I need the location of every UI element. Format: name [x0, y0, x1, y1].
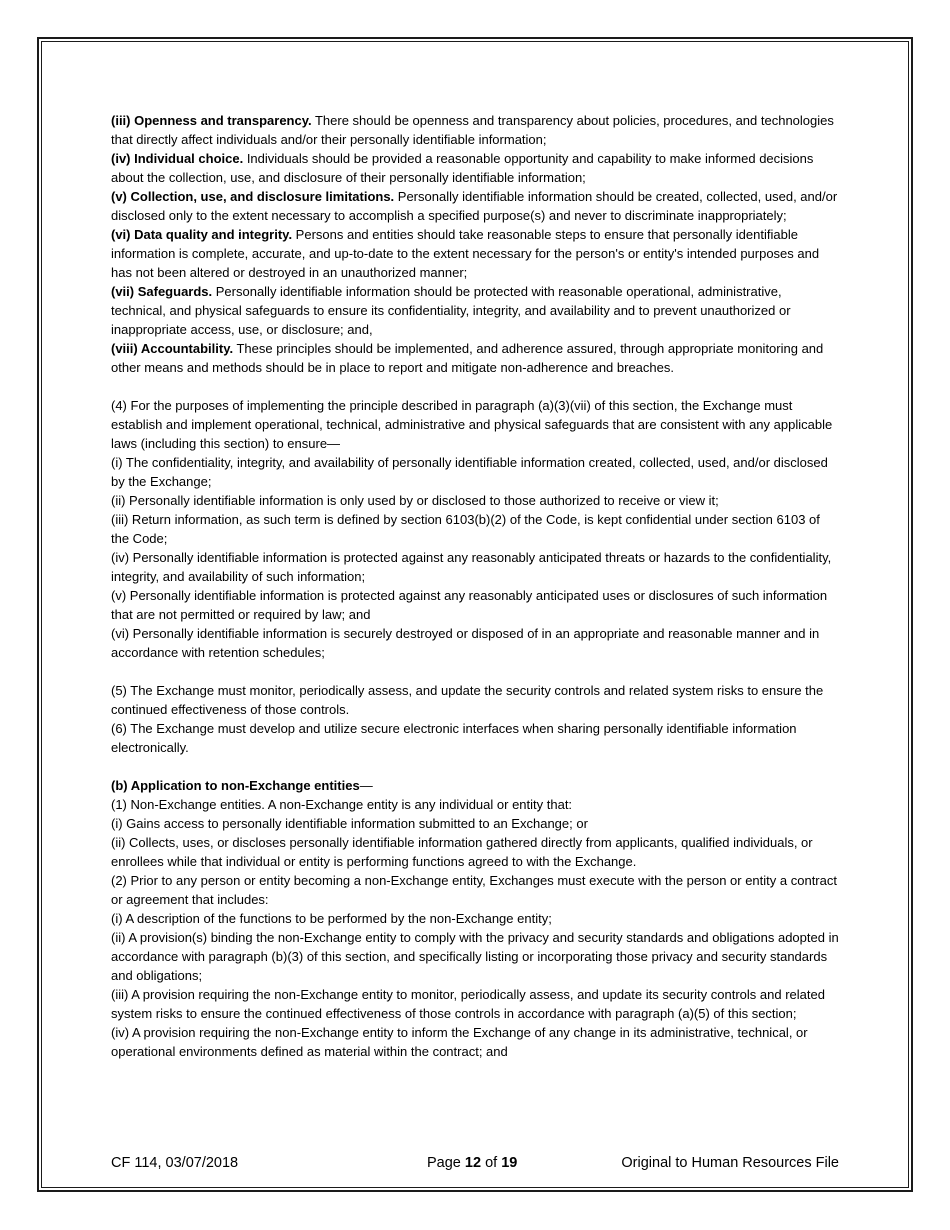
principle-collection-limits — [111, 187, 839, 225]
section-4-item: (ii) Personally identifiable information is only used by or disclosed to those authorized to receive or view it; — [111, 493, 719, 508]
section-b-item: (ii) Collects, uses, or discloses personally identifiable information gathered directly from applicants, qualified individuals, or enrollees while that individual or entity is performing functions agreed to with the Exchange. — [111, 835, 813, 869]
section-b-item: (2) Prior to any person or entity becoming a non-Exchange entity, Exchanges must execute with the person or entity a contract or agreement that includes: — [111, 873, 837, 907]
principle-heading: (iv) Individual choice. — [111, 151, 244, 166]
principle-text: Individuals should be provided a reasonable opportunity and capability to make informed decisions about the collection, use, and disclosure of their personally identifiable information; — [111, 151, 814, 185]
principle-text: Personally identifiable information should be created, collected, used, and/or disclosed only to the extent necessary to accomplish a specified purpose(s) and never to discriminate inappropriately; — [111, 189, 838, 223]
paragraph-gap — [111, 757, 839, 776]
paragraph-gap — [111, 377, 839, 396]
section-b-dash: — — [359, 778, 373, 793]
section-b-item: (1) Non-Exchange entities. A non-Exchange entity is any individual or entity that: — [111, 797, 573, 812]
footer-note: Original to Human Resources File — [621, 1155, 839, 1171]
principle-heading: (vii) Safeguards. — [111, 284, 213, 299]
section-b-heading — [111, 776, 839, 795]
principle-accountability — [111, 339, 839, 377]
section-4-item: (i) The confidentiality, integrity, and availability of personally identifiable information created, collected, used, and/or disclosed by the Exchange; — [111, 455, 828, 489]
principle-text: There should be openness and transparency about policies, procedures, and technologies that directly affect individuals and/or their personally identifiable information; — [111, 113, 834, 147]
section-4-item: (vi) Personally identifiable information is securely destroyed or disposed of in an appropriate and reasonable manner and in accordance with retention schedules; — [111, 626, 820, 660]
principle-individual-choice — [111, 149, 839, 187]
paragraph-gap — [111, 662, 839, 681]
principle-text: Personally identifiable information should be protected with reasonable operational, administrative, technical, and physical safeguards to ensure its confidentiality, integrity, and availability and to prevent unauthorized or inappropriate access, use, or disclosure; and, — [111, 284, 791, 337]
section-b-item: (iv) A provision requiring the non-Exchange entity to inform the Exchange of any change in its administrative, technical, or operational environments defined as material within the contract; and — [111, 1025, 808, 1059]
section-4-item: (v) Personally identifiable information is protected against any reasonably anticipated uses or disclosures of such information that are not permitted or required by law; and — [111, 588, 828, 622]
section-b-item: (iii) A provision requiring the non-Exchange entity to monitor, periodically assess, and update its security controls and related system risks to ensure the continued effectiveness of those controls in accordance with paragraph (a)(5) of this section; — [111, 987, 825, 1021]
principle-data-quality — [111, 225, 839, 282]
principle-text: These principles should be implemented, and adherence assured, through appropriate monitoring and other means and methods should be in place to report and mitigate non-adherence and breaches. — [111, 341, 824, 375]
section-4-item: (iii) Return information, as such term is defined by section 6103(b)(2) of the Code, is kept confidential under section 6103 of the Code; — [111, 512, 820, 546]
principle-heading: (vi) Data quality and integrity. — [111, 227, 293, 242]
principle-heading: (iii) Openness and transparency. — [111, 113, 312, 128]
page-of-label: of — [481, 1155, 502, 1171]
page-footer — [111, 1152, 839, 1174]
page-label: Page — [427, 1155, 465, 1171]
principle-safeguards — [111, 282, 839, 339]
principle-text: Persons and entities should take reasonable steps to ensure that personally identifiable information is complete, accurate, and up-to-date to the extent necessary for the person's or entity's intended purposes and has not been altered or destroyed in an unauthorized manner; — [111, 227, 820, 280]
principle-heading: (viii) Accountability. — [111, 341, 234, 356]
document-body — [111, 111, 839, 1061]
section-5: (5) The Exchange must monitor, periodically assess, and update the security controls and related system risks to ensure the continued effectiveness of those controls. — [111, 683, 824, 717]
section-4-intro: (4) For the purposes of implementing the principle described in paragraph (a)(3)(vii) of this section, the Exchange must establish and implement operational, technical, administrative and physical safeguards that are consistent with any applicable laws (including this section) to ensure— — [111, 398, 833, 451]
section-4-item: (iv) Personally identifiable information is protected against any reasonably anticipated threats or hazards to the confidentiality, integrity, and availability of such information; — [111, 550, 832, 584]
principle-openness — [111, 111, 839, 149]
section-b-item: (ii) A provision(s) binding the non-Exchange entity to comply with the privacy and security standards and obligations adopted in accordance with paragraph (b)(3) of this section, and specifically listing or incorporating those privacy and security standards and obligations; — [111, 930, 839, 983]
page-number — [427, 1152, 517, 1174]
section-b-title: (b) Application to non-Exchange entities — [111, 778, 360, 793]
section-b-item: (i) Gains access to personally identifiable information submitted to an Exchange; or — [111, 816, 588, 831]
form-id: CF 114, 03/07/2018 — [111, 1155, 239, 1171]
page-current: 12 — [464, 1155, 482, 1171]
principle-heading: (v) Collection, use, and disclosure limitations. — [111, 189, 395, 204]
page-total: 19 — [501, 1155, 518, 1171]
section-b-item: (i) A description of the functions to be performed by the non-Exchange entity; — [111, 911, 552, 926]
section-6: (6) The Exchange must develop and utilize secure electronic interfaces when sharing personally identifiable information electronically. — [111, 721, 797, 755]
